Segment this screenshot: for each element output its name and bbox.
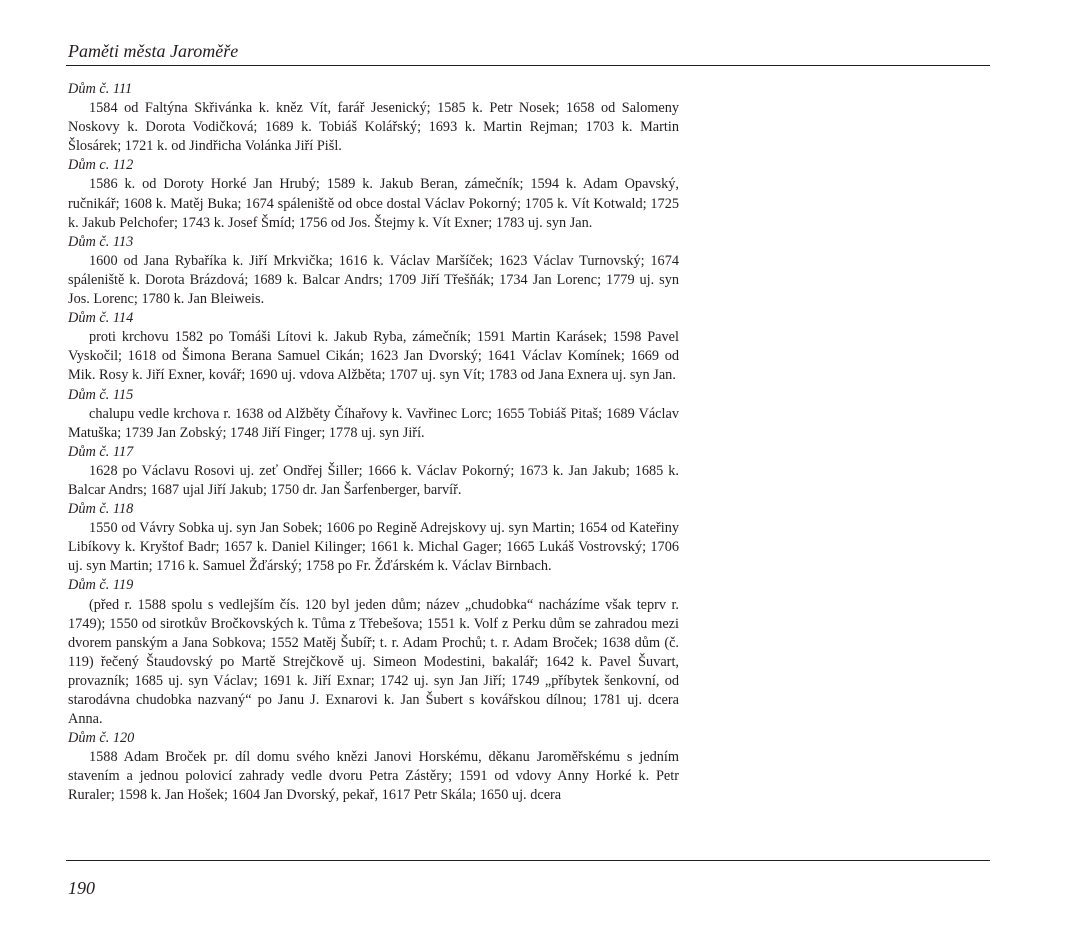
house-title: Dům č. 113	[68, 233, 134, 250]
house-title: Dům č. 115	[68, 386, 134, 403]
header-rule	[66, 65, 990, 66]
house-text: 1550 od Vávry Sobka uj. syn Jan Sobek; 1606 po Regině Adrejskovy uj. syn Martin; 1654 od Kateřiny Libíkovy k. Kryštof Badr; 1657 k. Daniel Kilinger; 1661 k. Michal Gager; 1665 Lukáš Vostrovský; 1706 uj. syn Martin; 1716 k. Samuel Žďárský; 1758 po Fr. Žďárském k. Václav Birnbach.	[68, 520, 679, 575]
house-title: Dům č. 119	[68, 577, 134, 594]
house-entry	[68, 443, 679, 500]
house-entry	[68, 233, 679, 309]
house-entry	[68, 576, 679, 729]
house-title: Dům c. 112	[68, 157, 134, 174]
house-entry	[68, 156, 679, 232]
house-entry	[68, 386, 679, 443]
footer-rule	[66, 860, 990, 861]
house-text: 1584 od Faltýna Skřivánka k. kněz Vít, farář Jesenický; 1585 k. Petr Nosek; 1658 od Salomeny Noskovy k. Dorota Vodičková; 1689 k. Tobiáš Kolářský; 1693 k. Martin Rejman; 1703 k. Martin Šlosárek; 1721 k. od Jindřicha Volánka Jiří Pišl.	[68, 100, 679, 155]
house-entry	[68, 729, 679, 805]
house-text: 1600 od Jana Rybaříka k. Jiří Mrkvička; 1616 k. Václav Maršíček; 1623 Václav Turnovský; 1674 spáleniště k. Dorota Brázdová; 1689 k. Balcar Andrs; 1709 Jiří Třešňák; 1734 Jan Lorenc; 1779 uj. syn Jos. Lorenc; 1780 k. Jan Bleiweis.	[68, 252, 679, 308]
house-title: Dům č. 114	[68, 310, 134, 327]
house-title: Dům č. 117	[68, 443, 134, 460]
house-entry	[68, 309, 679, 385]
house-text: (před r. 1588 spolu s vedlejším čís. 120 byl jeden dům; název „chudobka“ nacházíme však teprv r. 1749); 1550 od sirotkův Bročkovských k. Tůma z Třebešova; 1551 k. Volf z Perku dům se zahradou mezi dvorem panským a Jana Sobkova; 1552 Matěj Šubíř; t. r. Adam Prochů; t. r. Adam Broček; 1638 dům (č. 119) řečený Štaudovský po Martě Strejčkově uj. Simeon Modestini, bakalář; 1642 k. Pavel Šuvart, provazník; 1685 uj. syn Václav; 1691 k. Jiří Exnar; 1742 uj. syn Jan Jiří; 1749 „příbytek šenkovní, od starodávna chudobka nazvaný“ po Janu J. Exnarovi k. Jan Šubert s kovářskou dílnou; 1781 uj. dcera Anna.	[68, 596, 679, 728]
text-block	[68, 80, 679, 806]
house-text: 1628 po Václavu Rosovi uj. zeť Ondřej Šiller; 1666 k. Václav Pokorný; 1673 k. Jan Jakub; 1685 k. Balcar Andrs; 1687 ujal Jiří Jakub; 1750 dr. Jan Šarfenberger, barvíř.	[68, 462, 679, 498]
house-entry	[68, 500, 679, 576]
house-title: Dům č. 120	[68, 730, 135, 747]
house-text: proti krchovu 1582 po Tomáši Lítovi k. Jakub Ryba, zámečník; 1591 Martin Karásek; 1598 Pavel Vyskočil; 1618 od Šimona Berana Samuel Cikán; 1623 Jan Dvorský; 1641 Václav Komínek; 1669 od Mik. Rosy k. Jiří Exner, kovář; 1690 uj. vdova Alžběta; 1707 uj. syn Vít; 1783 od Jana Exnera uj. syn Jan.	[68, 329, 679, 384]
house-title: Dům č. 118	[68, 501, 134, 518]
house-entry	[68, 80, 679, 156]
running-head-title: Paměti města Jaroměře	[68, 41, 239, 61]
house-title: Dům č. 111	[68, 81, 133, 97]
page-number: 190	[68, 878, 95, 898]
house-text: 1588 Adam Broček pr. díl domu svého knězi Janovi Horskému, děkanu Jaroměřskému s jedním stavením a jednou polovicí zahrady vedle dvoru Petra Zástěry; 1591 od vdovy Anny Horké k. Petr Ruraler; 1598 k. Jan Hošek; 1604 Jan Dvorský, pekař, 1617 Petr Skála; 1650 uj. dcera	[68, 749, 679, 804]
house-text: 1586 k. od Doroty Horké Jan Hrubý; 1589 k. Jakub Beran, zámečník; 1594 k. Adam Opavský, ručnikář; 1608 k. Matěj Buka; 1674 spáleniště od obce dostal Václav Pokorný; 1705 k. Vít Kotwald; 1725 k. Jakub Pelchofer; 1743 k. Josef Šmíd; 1756 od Jos. Štejmy k. Vít Exner; 1783 uj. syn Jan.	[68, 176, 679, 231]
house-text: chalupu vedle krchova r. 1638 od Alžběty Číhařovy k. Vavřinec Lorc; 1655 Tobiáš Pitaš; 1689 Václav Matuška; 1739 Jan Zobský; 1748 Jiří Finger; 1778 uj. syn Jiří.	[68, 405, 679, 441]
